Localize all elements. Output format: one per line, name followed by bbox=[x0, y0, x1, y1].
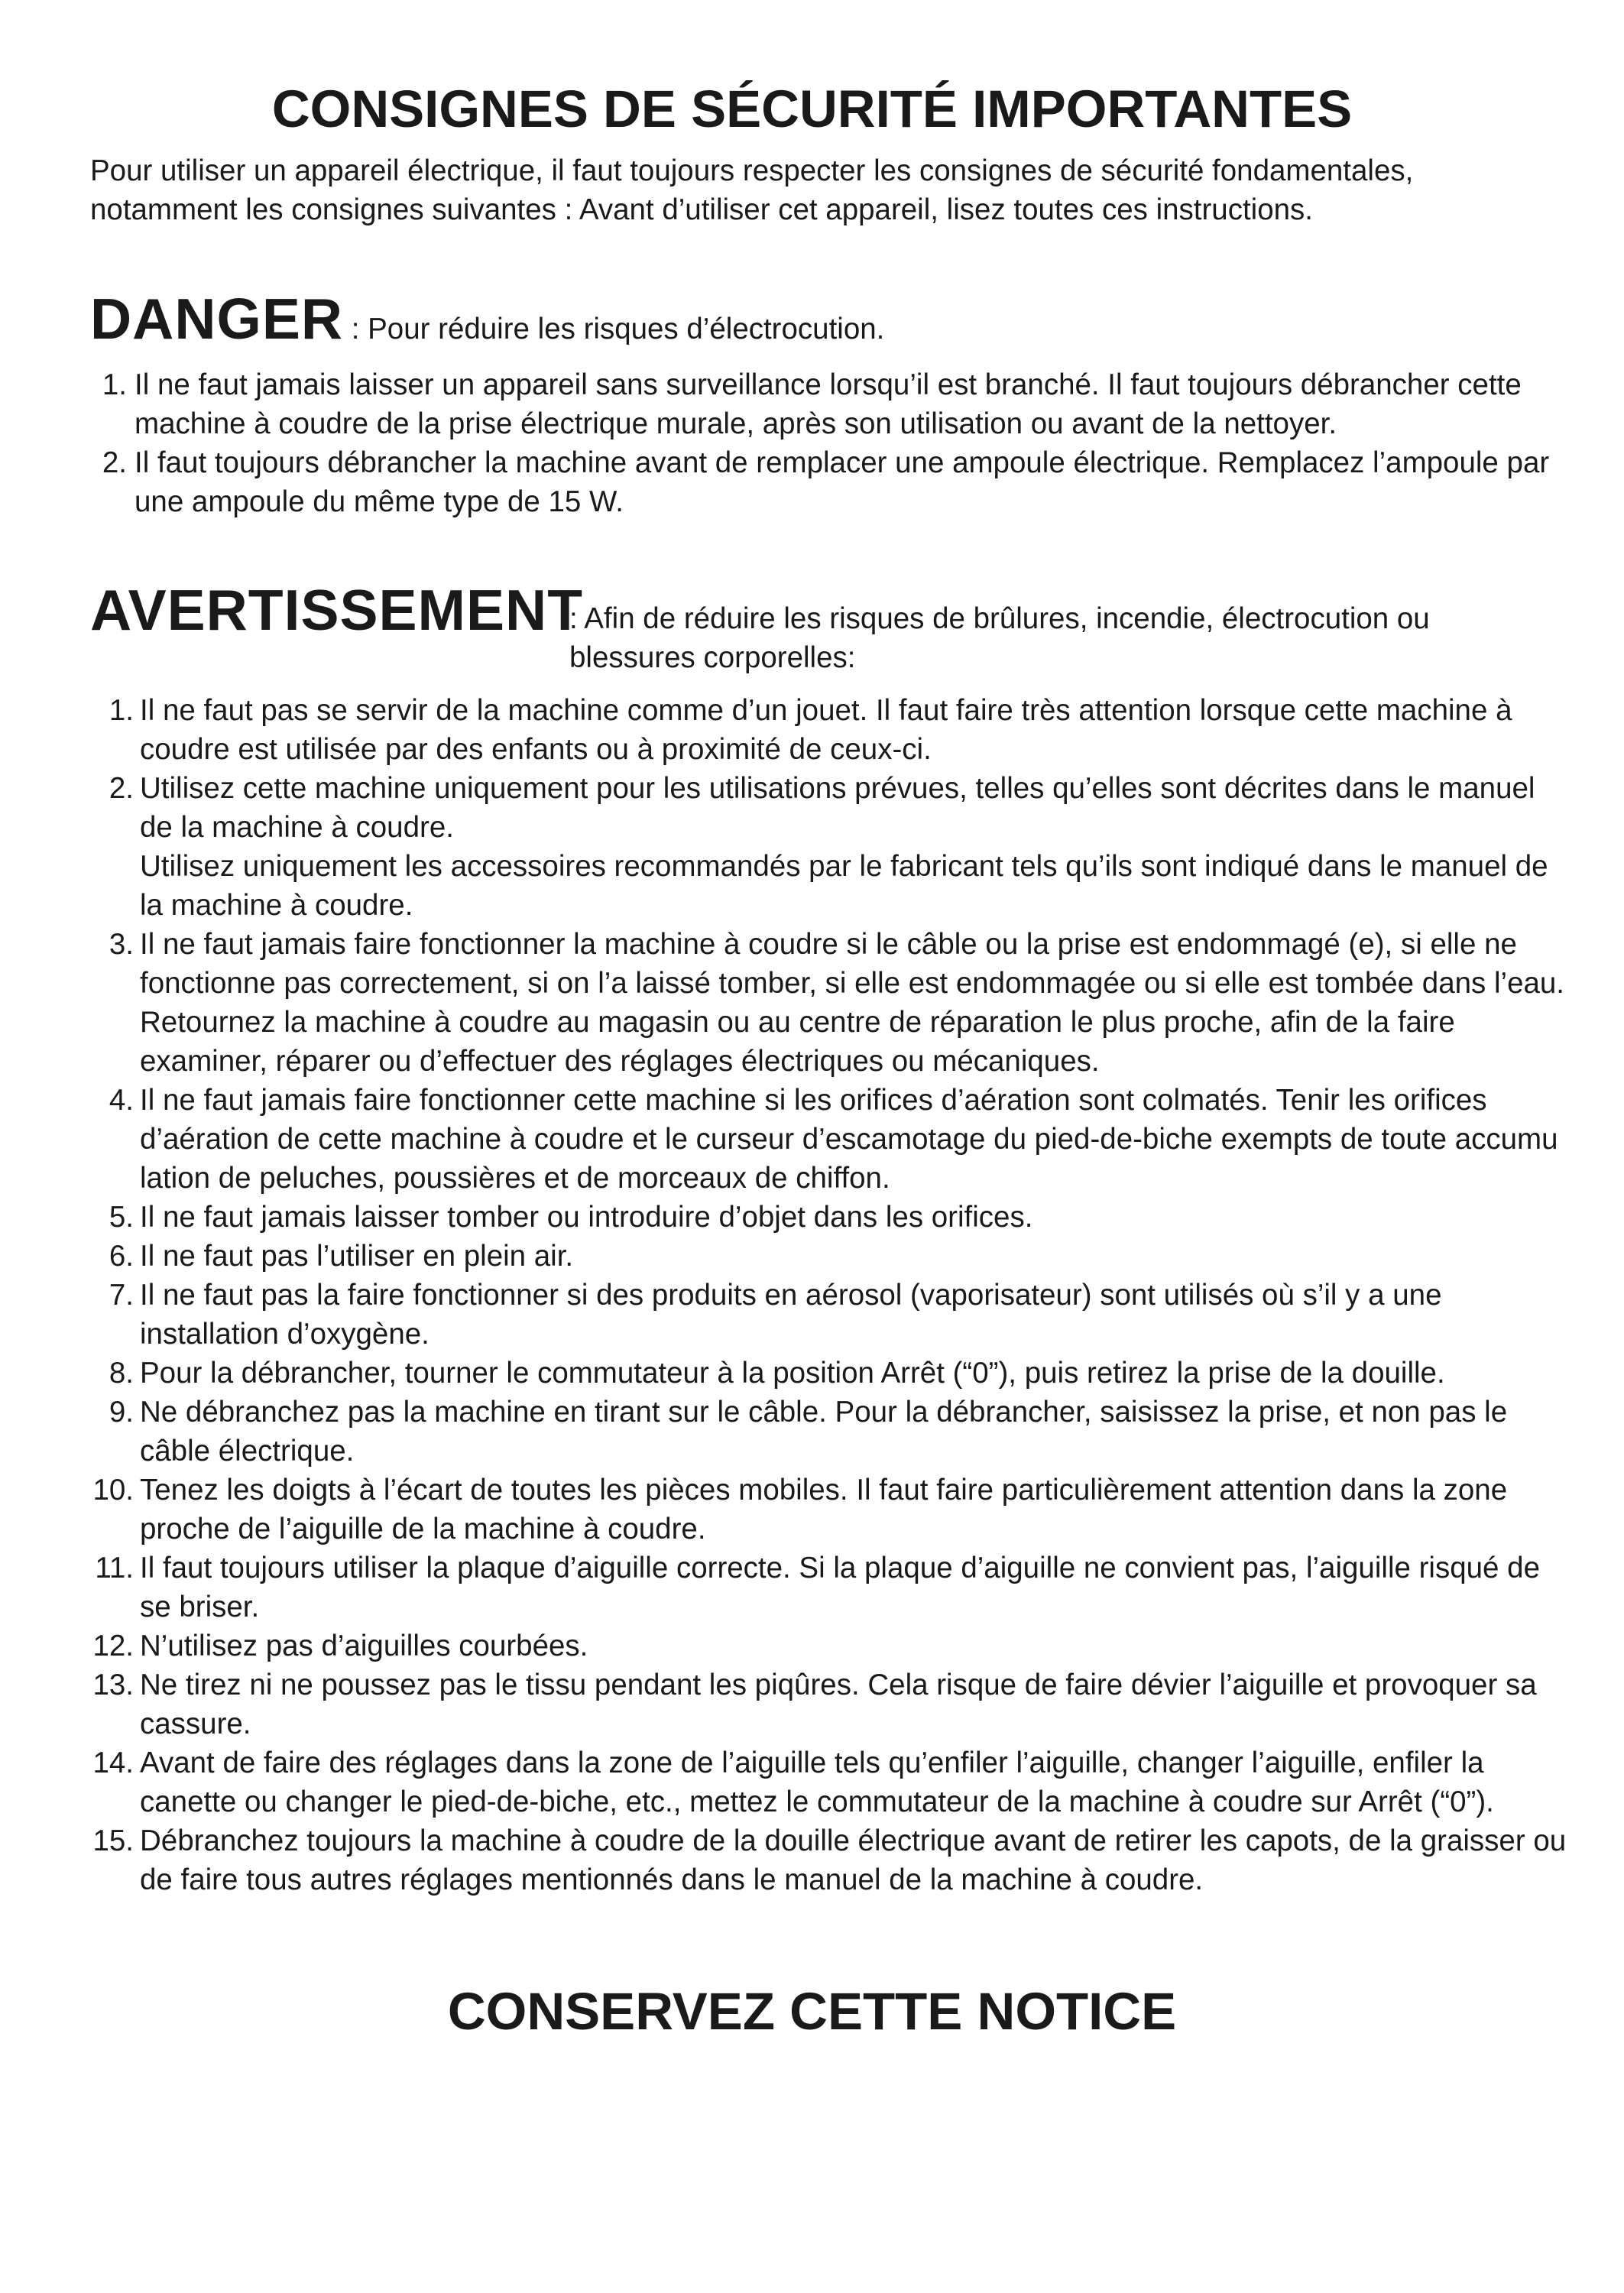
item-text: Débranchez toujours la machine à coudre de la douille électrique avant de retirer les capots, de la graisser ou de faire tous autres réglages mentionnés dans le manuel de la machine à coudre. bbox=[140, 1824, 1567, 1896]
item-number: 13. bbox=[92, 1669, 134, 1701]
item-text: Avant de faire des réglages dans la zone de l’aiguille tels qu’enfiler l’aiguille, changer l’aiguille, enfiler la canette ou changer le pied-de-biche, etc., mettez le commutateur de la machine à coudre sur Arrêt (“0”). bbox=[140, 1747, 1494, 1818]
item-text: Ne tirez ni ne poussez pas le tissu pendant les piqûres. Cela risque de faire dévier l’aiguille et provoquer sa cassure. bbox=[140, 1669, 1537, 1740]
list-item bbox=[90, 1471, 1569, 1549]
item-text: Utilisez cette machine uniquement pour les utilisations prévues, telles qu’elles sont décrites dans le manuel de la machine à coudre. bbox=[140, 772, 1535, 844]
list-item bbox=[90, 1665, 1569, 1743]
warning-heading bbox=[90, 579, 583, 641]
danger-label: DANGER bbox=[90, 287, 344, 351]
item-number: 5. bbox=[109, 1201, 134, 1234]
list-item bbox=[90, 1393, 1569, 1471]
item-number: 1. bbox=[102, 368, 127, 401]
intro-paragraph: Pour utiliser un appareil électrique, il faut toujours respecter les consignes de sécurité fondamentales, notamment les consignes suivantes : Avant d’utiliser cet appareil, lisez toutes ces instructions. bbox=[90, 154, 1414, 226]
warning-description: : Afin de réduire les risques de brûlures, incendie, électrocution ou blessures corporelles: bbox=[569, 602, 1430, 674]
list-item bbox=[90, 365, 1569, 443]
danger-description: : Pour réduire les risques d’électrocution. bbox=[343, 313, 885, 345]
item-text: N’utilisez pas d’aiguilles courbées. bbox=[140, 1630, 588, 1662]
item-number: 1. bbox=[109, 694, 134, 727]
list-item bbox=[90, 1627, 1569, 1665]
list-item bbox=[90, 1237, 1569, 1276]
item-text: Pour la débrancher, tourner le commutateur à la position Arrêt (“0”), puis retirez la prise de la douille. bbox=[140, 1357, 1445, 1390]
list-item bbox=[90, 1354, 1569, 1393]
item-number: 4. bbox=[109, 1084, 134, 1117]
item-number: 2. bbox=[102, 446, 127, 479]
item-number: 6. bbox=[109, 1240, 134, 1273]
list-item bbox=[90, 769, 1569, 925]
danger-list bbox=[90, 365, 1569, 521]
list-item bbox=[90, 925, 1569, 1081]
item-number: 11. bbox=[95, 1552, 134, 1584]
item-text: Il ne faut jamais faire fonctionner la machine à coudre si le câble ou la prise est endommagé (e), si elle ne fonctionne pas correctement, si on l’a laissé tomber, si elle est endommagée ou si elle est tombée dans l’eau. bbox=[140, 928, 1564, 1000]
list-item bbox=[90, 443, 1569, 521]
item-number: 12. bbox=[92, 1630, 134, 1662]
item-number: 9. bbox=[109, 1396, 134, 1429]
list-item bbox=[90, 1198, 1569, 1237]
page-title: CONSIGNES DE SÉCURITÉ IMPORTANTES bbox=[271, 79, 1353, 138]
item-text: Il ne faut pas la faire fonctionner si des produits en aérosol (vaporisateur) sont utilisés où s’il y a une installation d’oxygène. bbox=[140, 1279, 1442, 1351]
item-extra-text: Utilisez uniquement les accessoires recommandés par le fabricant tels qu’ils sont indiqué dans le manuel de la machine à coudre. bbox=[140, 850, 1548, 922]
item-text: Ne débranchez pas la machine en tirant sur le câble. Pour la débrancher, saisissez la prise, et non pas le câble électrique. bbox=[140, 1396, 1508, 1468]
item-number: 15. bbox=[92, 1824, 134, 1857]
item-extra-text: Retournez la machine à coudre au magasin ou au centre de réparation le plus proche, afin de la faire examiner, réparer ou d’effectuer des réglages électriques ou mécaniques. bbox=[140, 1006, 1455, 1078]
item-number: 14. bbox=[92, 1747, 134, 1779]
list-item bbox=[90, 691, 1569, 769]
list-item bbox=[90, 1549, 1569, 1627]
danger-heading bbox=[90, 288, 884, 349]
item-text: Il ne faut jamais laisser un appareil sans surveillance lorsqu’il est branché. Il faut toujours débrancher cette machine à coudre de la prise électrique murale, après son utilisation ou avant de la nettoyer. bbox=[135, 368, 1522, 440]
item-number: 3. bbox=[109, 928, 134, 961]
item-text: Il faut toujours débrancher la machine avant de remplacer une ampoule électrique. Remplacez l’ampoule par une ampoule du même type de 15 W. bbox=[135, 446, 1550, 518]
item-text: Il faut toujours utiliser la plaque d’aiguille correcte. Si la plaque d’aiguille ne convient pas, l’aiguille risqué de se briser. bbox=[140, 1552, 1540, 1623]
list-item bbox=[90, 1821, 1569, 1899]
list-item bbox=[90, 1081, 1569, 1198]
item-number: 7. bbox=[109, 1279, 134, 1312]
item-number: 10. bbox=[92, 1474, 134, 1507]
item-text: Il ne faut pas se servir de la machine comme d’un jouet. Il faut faire très attention lorsque cette machine à coudre est utilisée par des enfants ou à proximité de ceux-ci. bbox=[140, 694, 1512, 766]
warning-list bbox=[90, 691, 1569, 1899]
list-item bbox=[90, 1743, 1569, 1821]
item-text: Il ne faut pas l’utiliser en plein air. bbox=[140, 1240, 574, 1273]
item-text: Il ne faut jamais faire fonctionner cette machine si les orifices d’aération sont colmatés. Tenir les orifices d’aération de cette machine à coudre et le curseur d’escamotage du pied-de-biche exempts de toute accumu lation de peluches, poussières et de morceaux de chiffon. bbox=[140, 1084, 1558, 1195]
item-text: Tenez les doigts à l’écart de toutes les pièces mobiles. Il faut faire particulièrement attention dans la zone proche de l’aiguille de la machine à coudre. bbox=[140, 1474, 1508, 1545]
item-number: 8. bbox=[109, 1357, 134, 1390]
list-item bbox=[90, 1276, 1569, 1354]
warning-label: AVERTISSEMENT bbox=[90, 578, 584, 642]
closing-notice: CONSERVEZ CETTE NOTICE bbox=[447, 1982, 1177, 2041]
item-text: Il ne faut jamais laisser tomber ou introduire d’objet dans les orifices. bbox=[140, 1201, 1033, 1234]
item-number: 2. bbox=[109, 772, 134, 805]
